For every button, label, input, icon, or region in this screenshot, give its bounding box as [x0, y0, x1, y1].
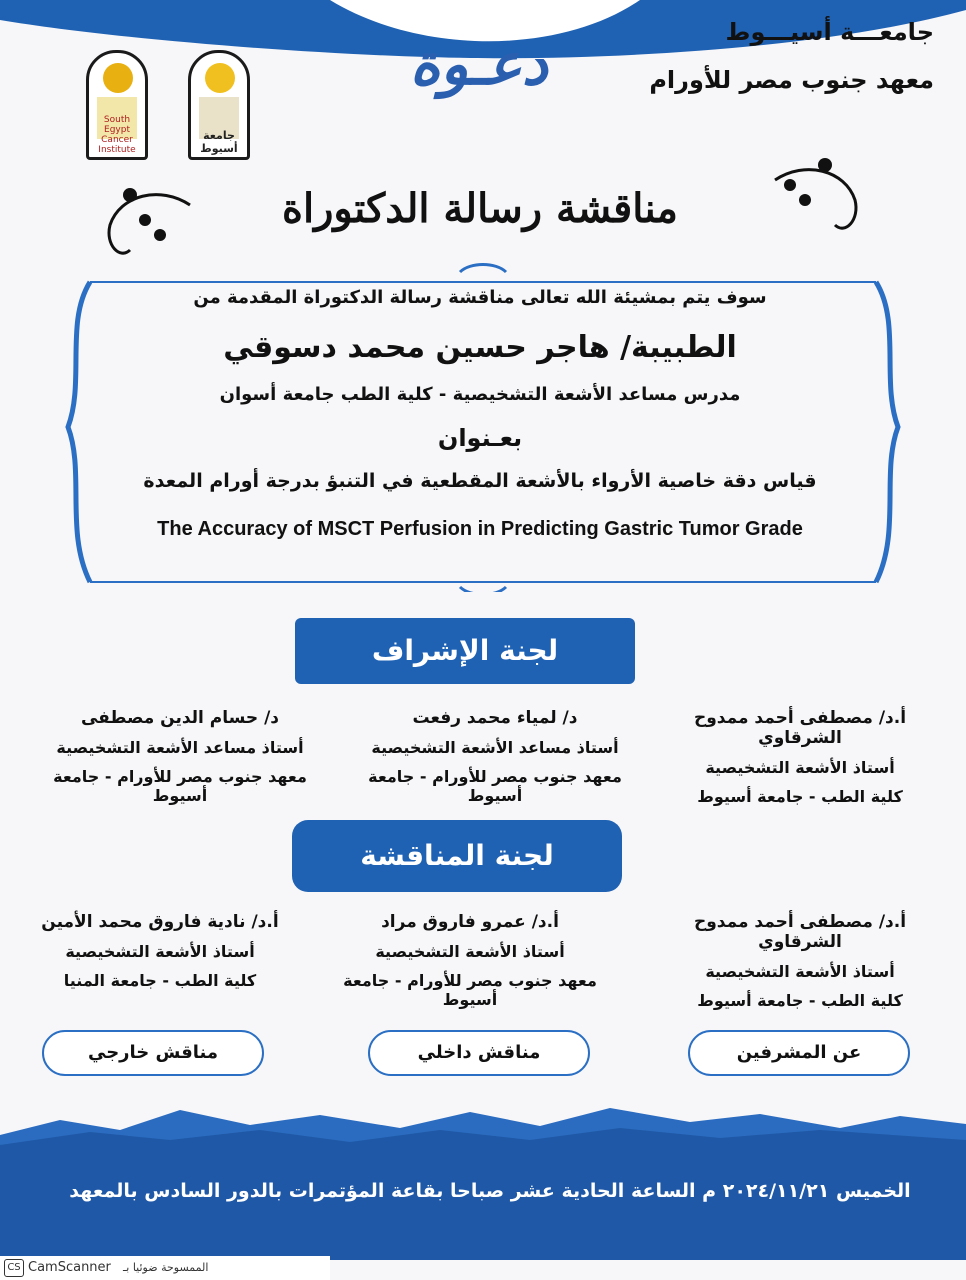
examiner-name: أ.د/ مصطفى أحمد ممدوح الشرقاوي — [693, 912, 907, 952]
examiner-card — [330, 912, 610, 1009]
examiner-capacity-badge: عن المشرفين — [688, 1030, 910, 1076]
supervisor-card — [660, 708, 940, 806]
thesis-title-english: The Accuracy of MSCT Perfusion in Predicting Gastric Tumor Grade — [157, 518, 803, 540]
supervision-committee-heading: لجنة الإشراف — [295, 618, 635, 684]
title-label: بعـنوان — [437, 424, 523, 452]
examiner-affiliation: معهد جنوب مصر للأورام - جامعة أسيوط — [343, 971, 597, 1009]
supervisor-card — [40, 708, 320, 805]
candidate-name: الطبيبة/ هاجر حسين محمد دسوقي — [223, 330, 737, 365]
floral-ornament-icon — [765, 150, 875, 240]
supervisor-role: أستاذ الأشعة التشخيصية — [705, 758, 895, 777]
scanner-watermark — [0, 1256, 330, 1280]
scanner-caption: الممسوحة ضوئيا بـ — [123, 1261, 209, 1274]
supervisor-affiliation: معهد جنوب مصر للأورام - جامعة أسيوط — [368, 767, 622, 805]
examiner-role: أستاذ الأشعة التشخيصية — [65, 942, 255, 961]
university-logo-text: جامعة أسيوط — [200, 129, 238, 155]
event-details: الخميس ٢٠٢٤/١١/٢١ م الساعة الحادية عشر صباحا بقاعة المؤتمرات بالدور السادس بالمعهد — [69, 1180, 911, 1202]
examiner-affiliation: كلية الطب - جامعة أسيوط — [697, 991, 903, 1010]
candidate-position: مدرس مساعد الأشعة التشخيصية - كلية الطب جامعة أسوان — [219, 384, 741, 405]
supervisor-card — [355, 708, 635, 805]
examiner-capacity-badge: مناقش داخلي — [368, 1030, 590, 1076]
supervisor-name: د/ لمياء محمد رفعت — [412, 708, 578, 728]
examiner-name: أ.د/ نادية فاروق محمد الأمين — [41, 912, 279, 932]
university-logo — [188, 50, 250, 160]
thesis-defense-title: مناقشة رسالة الدكتوراة — [282, 185, 678, 232]
supervisor-name: أ.د/ مصطفى أحمد ممدوح الشرقاوي — [693, 708, 907, 748]
examiner-card — [660, 912, 940, 1010]
examiner-name: أ.د/ عمرو فاروق مراد — [381, 912, 559, 932]
examiner-card — [20, 912, 300, 990]
examiner-role: أستاذ الأشعة التشخيصية — [705, 962, 895, 981]
examiner-role: أستاذ الأشعة التشخيصية — [375, 942, 565, 961]
university-name: جامعـــة أسيـــوط — [725, 18, 934, 46]
examiner-affiliation: كلية الطب - جامعة المنيا — [63, 971, 257, 990]
supervisor-affiliation: كلية الطب - جامعة أسيوط — [697, 787, 903, 806]
supervisor-affiliation: معهد جنوب مصر للأورام - جامعة أسيوط — [53, 767, 307, 805]
thesis-title-arabic: قياس دقة خاصية الأرواء بالأشعة المقطعية في التنبؤ بدرجة أورام المعدة — [143, 470, 817, 492]
supervisor-name: د/ حسام الدين مصطفى — [80, 708, 280, 728]
invitation-heading: دعـوة — [410, 30, 548, 98]
intro-line: سوف يتم بمشيئة الله تعالى مناقشة رسالة الدكتوراة المقدمة من — [193, 287, 767, 308]
scanner-label: CamScanner — [28, 1260, 111, 1275]
supervisor-role: أستاذ مساعد الأشعة التشخيصية — [56, 738, 304, 757]
camscanner-logo-icon: CS — [4, 1259, 24, 1277]
supervisor-role: أستاذ مساعد الأشعة التشخيصية — [371, 738, 619, 757]
institute-logo — [86, 50, 148, 160]
institute-name: معهد جنوب مصر للأورام — [649, 66, 934, 94]
examiner-capacity-badge: مناقش خارجي — [42, 1030, 264, 1076]
institute-logo-text: South Egypt Cancer Institute — [98, 115, 136, 155]
examination-committee-heading: لجنة المناقشة — [292, 820, 622, 892]
floral-ornament-icon — [90, 175, 200, 265]
